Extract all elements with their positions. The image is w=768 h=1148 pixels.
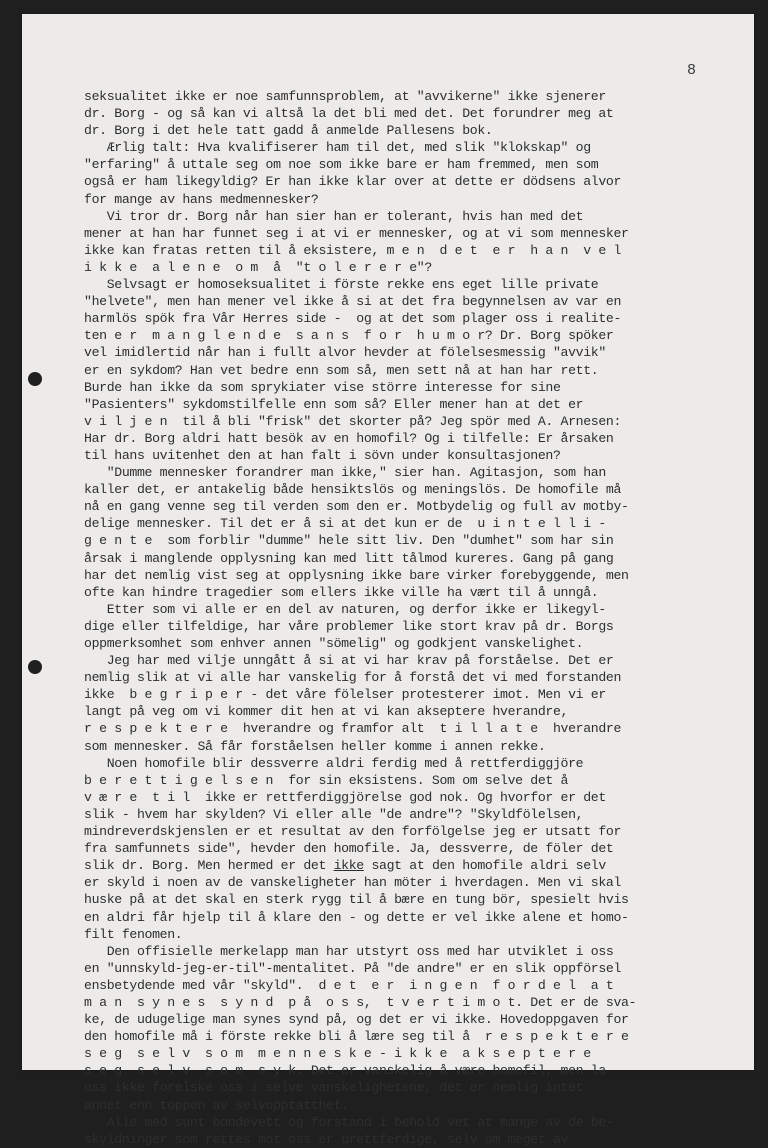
text-line: mindreverdskjenslen er et resultat av den forfölgelse jeg er utsatt for	[84, 824, 622, 840]
text-line: s e g s e l v s o m m e n n e s k e - i k k e a k s e p t e r e	[84, 1046, 591, 1062]
text-line: i k k e a l e n e o m å "t o l e r e r e"?	[84, 259, 432, 275]
text-line: Burde han ikke da som sprykiater vise större interesse for sine	[84, 379, 561, 395]
text-line: ten e r m a n g l e n d e s a n s f o r h u m o r? Dr. Borg spöker	[84, 328, 614, 344]
text-line: en "unnskyld-jeg-er-til"-mentalitet. På "de andre" er en slik oppförsel	[84, 960, 622, 976]
text-line: er en sykdom? Han vet bedre enn som så, men sett nå at han har rett.	[84, 362, 599, 378]
text-line: "helvete", men han mener vel ikke å si at det fra begynnelsen av var en	[84, 294, 622, 310]
text-line: ikke b e g r i p e r - det våre fölelser protesterer imot. Men vi er	[84, 687, 606, 703]
text-line: oss ikke forelske oss i selve vanskelighetene, det er nemlig intet	[84, 1080, 584, 1096]
text-line: årsak i manglende opplysning kan med litt tålmod kureres. Gang på gang	[84, 550, 614, 566]
text-line: Selvsagt er homoseksualitet i förste rekke ens eget lille private	[84, 277, 599, 293]
text-line: "erfaring" å uttale seg om noe som ikke bare er ham fremmed, men som	[84, 157, 599, 173]
punch-hole	[28, 372, 42, 386]
body-text	[84, 88, 749, 1148]
text-line: Alle med sunt bondevett og forstand i behold vet at mange av de be-	[84, 1114, 614, 1130]
text-line: seksualitet ikke er noe samfunnsproblem, at "avvikerne" ikke sjenerer	[84, 89, 606, 104]
text-line: Jeg har med vilje unngått å si at vi har krav på forståelse. Det er	[84, 653, 614, 669]
text-line: b e r e t t i g e l s e n for sin eksistens. Som om selve det å	[84, 772, 569, 788]
text-line: for mange av hans medmennesker?	[84, 191, 319, 207]
text-line: v æ r e t i l ikke er rettferdiggjörelse god nok. Og hvorfor er det	[84, 789, 606, 805]
text-line: dige eller tilfeldige, har våre problemer like stort krav på dr. Borgs	[84, 618, 614, 634]
text-line: Ærlig talt: Hva kvalifiserer ham til det, med slik "klokskap" og	[84, 140, 591, 156]
text-line: slik dr. Borg. Men hermed er det ikke sagt at den homofile aldri selv	[84, 858, 606, 874]
text-line: ensbetydende med vår "skyld". d e t e r i n g e n f o r d e l a t	[84, 977, 614, 993]
punch-hole	[28, 660, 42, 674]
text-line: dr. Borg - og så kan vi altså la det bli med det. Det forundrer meg at	[84, 106, 614, 122]
text-line: Har dr. Borg aldri hatt besök av en homofil? Og i tilfelle: Er årsaken	[84, 430, 614, 446]
text-line: "Pasienters" sykdomstilfelle enn som så? Eller mener han at det er	[84, 396, 584, 412]
text-line: kaller det, er antakelig både hensiktslös og meningslös. De homofile må	[84, 482, 622, 498]
underlined-word: ikke	[333, 858, 364, 874]
text-line: også er ham likegyldig? Er han ikke klar over at dette er dödsens alvor	[84, 174, 622, 190]
text-line: mener at han har funnet seg i at vi er mennesker, og at vi som mennesker	[84, 225, 629, 241]
text-line: g e n t e som forblir "dumme" hele sitt liv. Den "dumhet" som har sin	[84, 533, 614, 549]
text-line: m a n s y n e s s y n d p å o s s, t v e r t i m o t. Det er de sva-	[84, 994, 637, 1010]
text-line: Noen homofile blir dessverre aldri ferdig med å rettferdiggjöre	[84, 755, 584, 771]
text-line: som mennesker. Så får forståelsen heller komme i annen rekke.	[84, 738, 546, 754]
text-line: nemlig slik at vi alle har vanskelig for å forstå det vi med forstanden	[84, 670, 622, 686]
page-number: 8	[686, 62, 696, 79]
text-line: ke, de udugelige man synes synd på, og det er vi ikke. Hovedoppgaven for	[84, 1012, 629, 1028]
text-line: har det nemlig vist seg at opplysning ikke bare virker forebyggende, men	[84, 567, 629, 583]
text-line: den homofile må i förste rekke bli å lære seg til å r e s p e k t e r e	[84, 1029, 629, 1045]
text-line: oppmerksomhet som enhver annen "sömelig" og godkjent vanskelighet.	[84, 636, 584, 651]
text-line: skyldninger som rettes mot oss er urettferdige, selv om meget av	[84, 1131, 569, 1147]
text-line: annet enn toppen av selvopptatthet.	[84, 1097, 349, 1113]
text-line: nå en gang venne seg til verden som den er. Motbydelig og full av motby-	[84, 499, 629, 515]
text-line: vel imidlertid når han i fullt alvor hevder at fölelsesmessig "avvik"	[84, 345, 606, 361]
document-page	[22, 14, 754, 1147]
text-line: huske på at det skal en sterk rygg til å bære en tung bör, spesielt hvis	[84, 892, 629, 908]
text-line: dr. Borg i det hele tatt gadd å anmelde Pallesens bok.	[84, 123, 493, 139]
text-line: til hans uvitenhet den at han falt i sövn under konsultasjonen?	[84, 447, 561, 463]
text-line: s e g s e l v s o m s y k. Det er vanskelig å være homofil, men la	[84, 1063, 606, 1079]
text-line: en aldri får hjelp til å klare den - og dette er vel ikke alene et homo-	[84, 909, 629, 925]
text-line: er skyld i noen av de vanskeligheter han möter i hverdagen. Men vi skal	[84, 875, 622, 891]
text-line: "Dumme mennesker forandrer man ikke," sier han. Agitasjon, som han	[84, 465, 606, 481]
text-line: Vi tror dr. Borg når han sier han er tolerant, hvis han med det	[84, 208, 584, 224]
text-line: r e s p e k t e r e hverandre og framfor alt t i l l a t e hverandre	[84, 721, 622, 737]
text-line: fra samfunnets side", hevder den homofile. Ja, dessverre, de föler det	[84, 841, 614, 857]
text-line: v i l j e n til å bli "frisk" det skorter på? Jeg spör med A. Arnesen:	[84, 413, 622, 429]
text-line: harmlös spök fra Vår Herres side - og at det som plager oss i realite-	[84, 311, 622, 327]
text-line: slik - hvem har skylden? Vi eller alle "de andre"? "Skyldfölelsen,	[84, 806, 584, 822]
text-line: ofte kan hindre tragedier som ellers ikke ville ha vært til å unngå.	[84, 584, 599, 600]
text-line: ikke kan fratas retten til å eksistere, m e n d e t e r h a n v e l	[84, 242, 622, 258]
text-line: delige mennesker. Til det er å si at det kun er de u i n t e l l i -	[84, 516, 606, 532]
text-line: Etter som vi alle er en del av naturen, og derfor ikke er likegyl-	[84, 601, 606, 617]
text-line: Den offisielle merkelapp man har utstyrt oss med har utviklet i oss	[84, 943, 614, 959]
text-line: langt på veg om vi kommer dit hen at vi kan akseptere hverandre,	[84, 704, 569, 720]
text-line: filt fenomen.	[84, 926, 183, 942]
